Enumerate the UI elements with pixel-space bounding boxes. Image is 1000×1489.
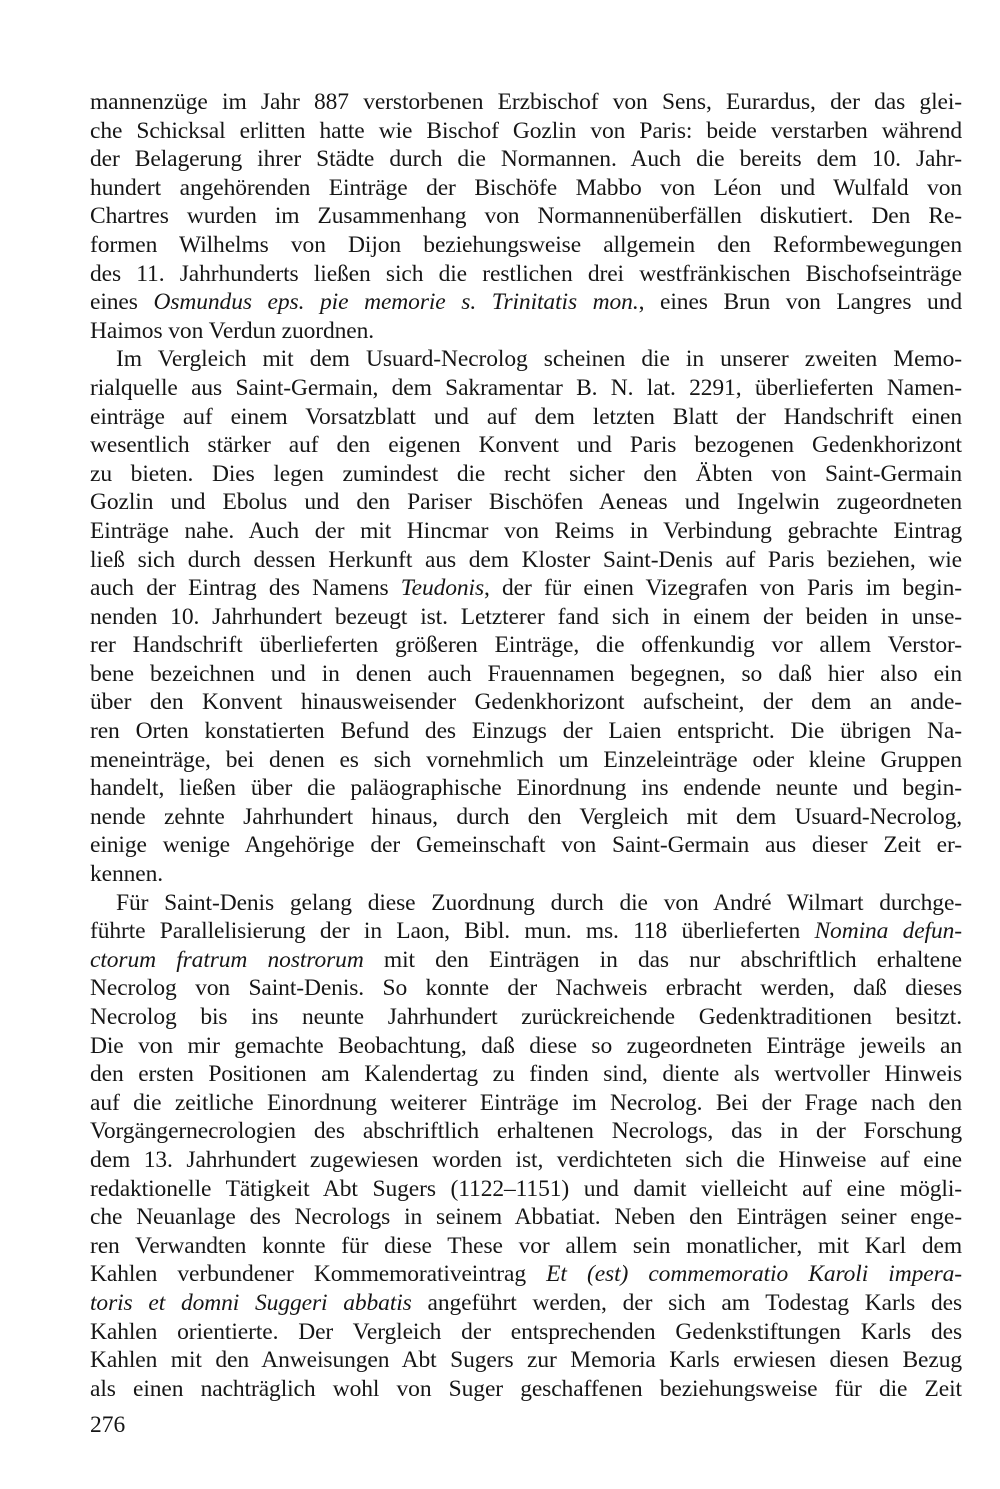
text-line: Vorgängernecrologien des abschriftlich erhaltenen Necrologs, das in der Forschung	[90, 1118, 962, 1145]
text-line: ren Orten konstatierten Befund des Einzugs der Laien entspricht. Die übrigen Na-	[90, 718, 962, 745]
text-line: kennen.	[90, 861, 164, 888]
text-line: einige wenige Angehörige der Gemeinschaft von Saint-Germain aus dieser Zeit er-	[90, 832, 962, 859]
text-line: formen Wilhelms von Dijon beziehungsweise allgemein den Reformbewegungen	[90, 231, 962, 258]
text-line: rialquelle aus Saint-Germain, dem Sakramentar B. N. lat. 2291, überlieferten Namen-	[90, 374, 962, 401]
paragraph-3	[90, 889, 962, 1404]
text-line: nende zehnte Jahrhundert hinaus, durch den Vergleich mit dem Usuard-Necrolog,	[90, 803, 962, 830]
page-body	[90, 88, 962, 1403]
text-line: Necrolog bis ins neunte Jahrhundert zurückreichende Gedenktraditionen besitzt.	[90, 1004, 962, 1030]
page-number: 276	[90, 1412, 126, 1438]
text-line: Kahlen orientierte. Der Vergleich der entsprechenden Gedenkstiftungen Karls des	[90, 1318, 962, 1345]
text-line: nenden 10. Jahrhundert bezeugt ist. Letzterer fand sich in einem der beiden in unse-	[90, 603, 962, 630]
text-line: che Neuanlage des Necrologs in seinem Abbatiat. Neben den Einträgen seiner enge-	[90, 1204, 962, 1231]
text-line: handelt, ließen über die paläographische Einordnung ins endende neunte und begin-	[90, 775, 962, 802]
text-line: bene bezeichnen und in denen auch Frauennamen begegnen, so daß hier also ein	[90, 660, 962, 687]
text-line: Die von mir gemachte Beobachtung, daß diese so zugeordneten Einträge jeweils an	[90, 1032, 962, 1059]
text-line: über den Konvent hinausweisender Gedenkhorizont aufscheint, der dem an ande-	[90, 689, 962, 716]
text-line: toris et domni Suggeri abbatis angeführt werden, der sich am Todestag Karls des	[90, 1289, 962, 1316]
text-line: einträge auf einem Vorsatzblatt und auf dem letzten Blatt der Handschrift einen	[90, 403, 962, 430]
text-line: meneinträge, bei denen es sich vornehmlich um Einzeleinträge oder kleine Gruppen	[90, 746, 962, 773]
text-line: dem 13. Jahrhundert zugewiesen worden ist, verdichteten sich die Hinweise auf eine	[90, 1146, 962, 1173]
text-line: wesentlich stärker auf den eigenen Konvent und Paris bezogenen Gedenkhorizont	[90, 432, 962, 459]
text-line: Necrolog von Saint-Denis. So konnte der Nachweis erbracht werden, daß dieses	[90, 975, 962, 1002]
text-line: den ersten Positionen am Kalendertag zu finden sind, diente als wertvoller Hinweis	[90, 1061, 962, 1088]
text-line: als einen nachträglich wohl von Suger geschaffenen beziehungsweise für die Zeit	[90, 1375, 962, 1402]
text-line: auch der Eintrag des Namens Teudonis, der für einen Vizegrafen von Paris im begin-	[90, 575, 962, 602]
text-line: Kahlen mit den Anweisungen Abt Sugers zur Memoria Karls erwiesen diesen Bezug	[90, 1347, 962, 1374]
text-line: Für Saint-Denis gelang diese Zuordnung durch die von André Wilmart durchge-	[116, 889, 962, 916]
text-line: Im Vergleich mit dem Usuard-Necrolog scheinen die in unserer zweiten Memo-	[116, 346, 962, 373]
text-line: redaktionelle Tätigkeit Abt Sugers (1122–1151) und damit vielleicht auf eine mögli-	[90, 1175, 962, 1202]
text-line: zu bieten. Dies legen zumindest die recht sicher den Äbten von Saint-Germain	[90, 460, 962, 487]
text-line: ließ sich durch dessen Herkunft aus dem Kloster Saint-Denis auf Paris beziehen, wie	[90, 546, 962, 573]
text-line: der Belagerung ihrer Städte durch die Normannen. Auch die bereits dem 10. Jahr-	[90, 146, 962, 173]
text-line: Chartres wurden im Zusammenhang von Normannenüberfällen diskutiert. Den Re-	[90, 203, 962, 230]
paragraph-2	[90, 345, 962, 888]
text-line: Haimos von Verdun zuordnen.	[90, 317, 375, 344]
text-line: mannenzüge im Jahr 887 verstorbenen Erzbischof von Sens, Eurardus, der das glei-	[90, 89, 962, 115]
text-line: Einträge nahe. Auch der mit Hincmar von Reims in Verbindung gebrachte Eintrag	[90, 517, 962, 544]
text-line: ctorum fratrum nostrorum mit den Einträgen in das nur abschriftlich erhaltene	[90, 946, 962, 973]
text-line: auf die zeitliche Einordnung weiterer Einträge im Necrolog. Bei der Frage nach den	[90, 1089, 962, 1116]
text-line: Kahlen verbundener Kommemorativeintrag Et (est) commemoratio Karoli impera-	[90, 1261, 963, 1288]
text-line: ren Verwandten konnte für diese These vor allem sein monatlicher, mit Karl dem	[90, 1232, 962, 1259]
text-line: che Schicksal erlitten hatte wie Bischof Gozlin von Paris: beide verstarben während	[90, 117, 962, 144]
text-line: Gozlin und Ebolus und den Pariser Bischöfen Aeneas und Ingelwin zugeordneten	[90, 489, 962, 516]
text-line: hundert angehörenden Einträge der Bischöfe Mabbo von Léon und Wulfald von	[90, 174, 962, 201]
paragraph-1	[90, 88, 962, 345]
text-line: des 11. Jahrhunderts ließen sich die restlichen drei westfränkischen Bischofseinträge	[90, 260, 962, 287]
text-line: eines Osmundus eps. pie memorie s. Trinitatis mon., eines Brun von Langres und	[90, 289, 962, 316]
text-line: führte Parallelisierung der in Laon, Bibl. mun. ms. 118 überlieferten Nomina defun-	[90, 918, 962, 945]
text-line: rer Handschrift überlieferten größeren Einträge, die offenkundig vor allem Verstor-	[90, 632, 962, 659]
